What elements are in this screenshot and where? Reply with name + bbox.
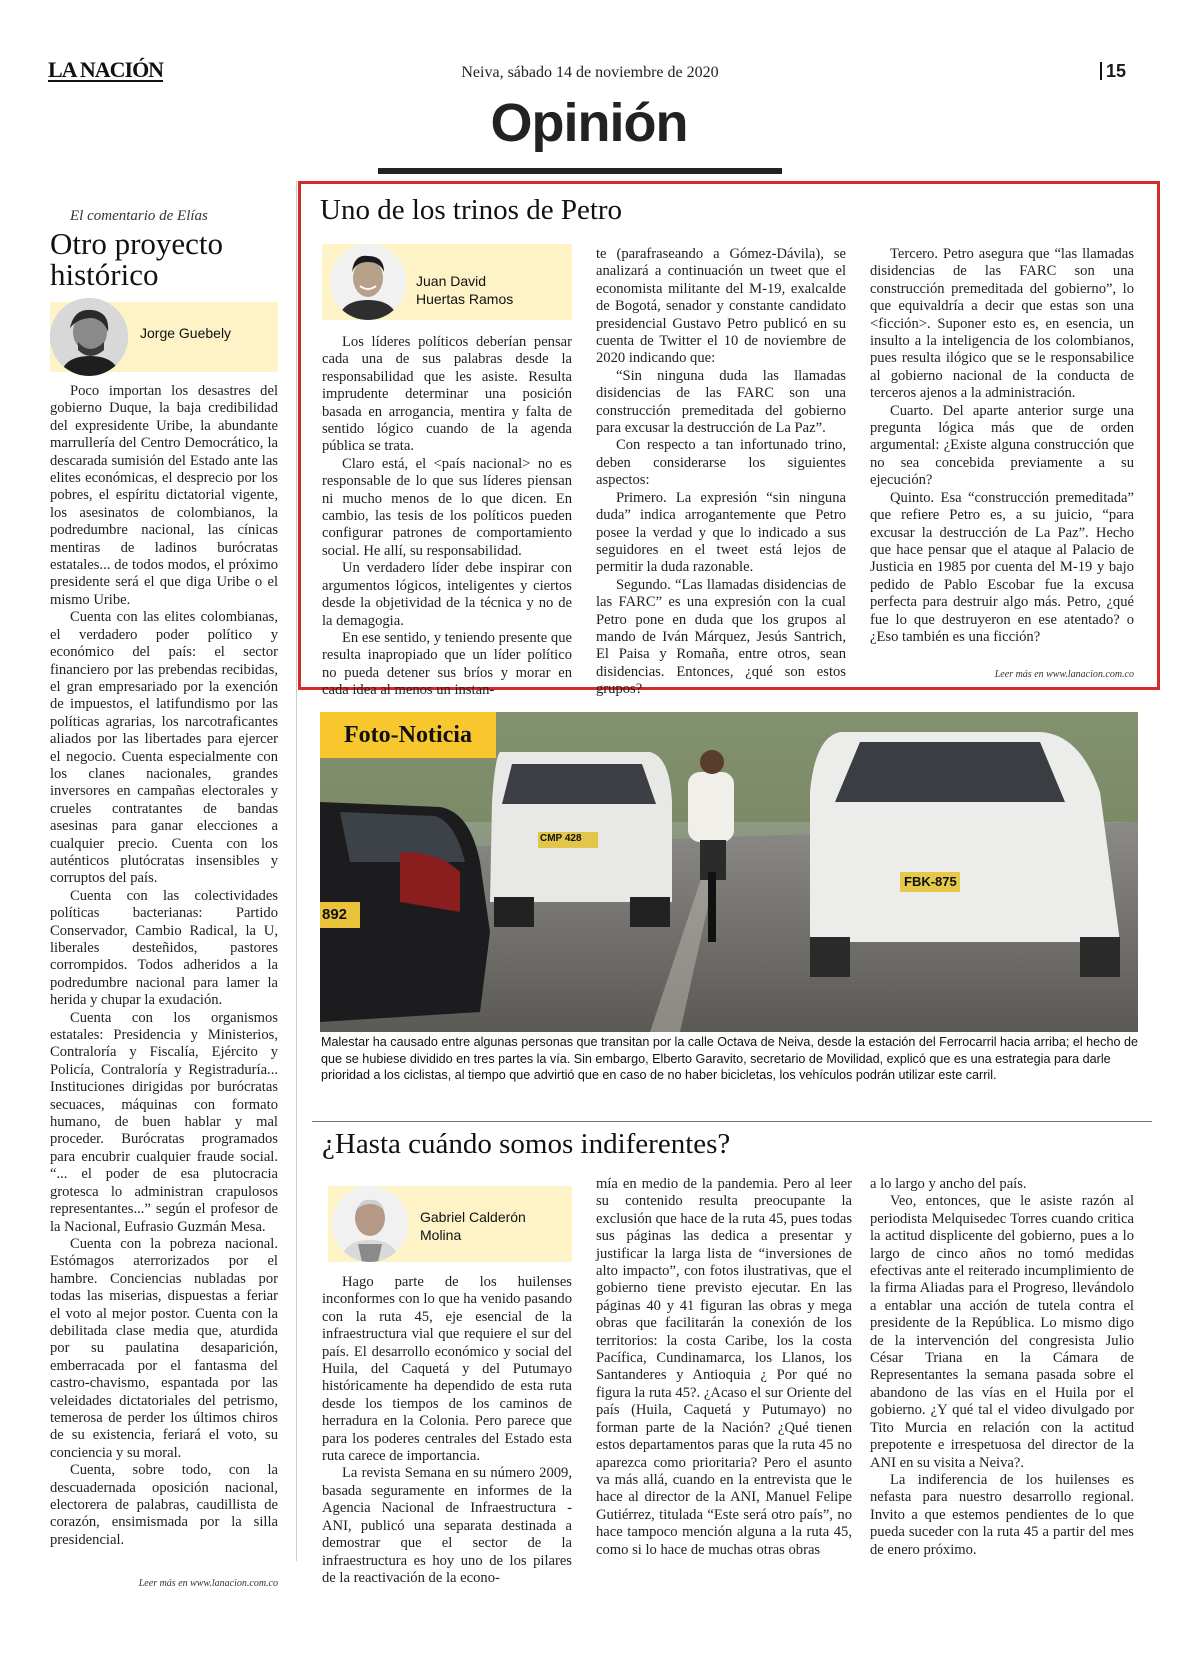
- license-plate-right: FBK-875: [904, 874, 957, 889]
- paragraph: Claro está, el <país nacional> no es responsable de lo que sus líderes piensan ni mucho menos de lo que dicen. En cambio, las tesis de los políticos pueden configurar patrones de comportamiento social. He allí, su responsabilidad.: [322, 455, 572, 559]
- left-author-name: Jorge Guebely: [140, 325, 232, 341]
- column-divider: [296, 181, 297, 1561]
- author-portrait-icon: [332, 1186, 408, 1262]
- paragraph: Tercero. Petro asegura que “las llamadas disidencias de las FARC son una construcción premeditada del gobierno”, lo que equivaldría a decir que estas son una <ficción>. Suponer esto es, en esencia, un insulto a la inteligencia de los colombianos, pues resulta ilógico que se le responsabilice al gobierno nacional de la conducta de terceros ajenos a la administración.: [870, 246, 1134, 402]
- author-portrait-icon: [330, 244, 406, 320]
- paragraph: Poco importan los desastres del gobierno Duque, la baja credibilidad del expresidente Uribe, la abundante marrullería del Centro Democrático, la descarada sumisión del Estado ante las elites económicas, el desprecio por los pobres, el espíritu dictatorial vigente, los asesinatos de colombianos, la podredumbre nacional, las cínicas mentiras de ladinos burócratas estatales... de todos modos, el próximo presidente será el que diga Uribe o el mismo Uribe.: [50, 383, 278, 608]
- article1-author-line2: Huertas Ramos: [416, 291, 514, 307]
- article-title: ¿Hasta cuándo somos indiferentes?: [322, 1128, 731, 1160]
- photo-caption: Malestar ha causado entre algunas personas que transitan por la calle Octava de Neiva, desde la estación del Ferrocarril hacia arriba; el hecho de que se hubiese dividido en tres partes la vía. Sin embargo, Elberto Garavito, secretario de Movilidad, explicó que es una estrategia para darle prioridad a los ciclistas, al tiempo que advirtió que en caso de no haber bicicletas, los vehículos podrán utilizar este carril.: [321, 1035, 1138, 1083]
- paragraph: mía en medio de la pandemia. Pero al leer su contenido resulta preocupante la exclusión que hace de la ruta 45, pues todas sus páginas las dedica a presentar y justificar la larga lista de “inversiones de alto impacto”, con fotos ilustrativas, que el gobierno tiene previsto ejecutar. En las páginas 40 y 41 figuran las obras y mega obras que facilitarán la conexión de los territorios: la costa Caribe, los la costa Pacífica, Cundinamarca, los Llanos, los Santanderes y Antioquia ¿ Por qué no figura la ruta 45?. ¿Acaso el sur Oriente del país (Huila, Caquetá y Putumayo) no forman parte de la Nación? ¿Qué tienen estos departamentos paras que la ruta 45 no aparezca como prioritaria? Pero el asunto va más allá, cuando en la entrevista que le hace al director de la ANI, Manuel Felipe Gutiérrez, titulada “Este será otro país”, no hace tampoco mención alguna a la ruta 45, como si lo hace de muchas otras obras: [596, 1176, 852, 1558]
- paragraph: Primero. La expresión “sin ninguna duda” indica arrogantemente que Petro posee la verdad y que lo indicado a sus seguidores en el tweet está lejos de permitir la duda razonable.: [596, 489, 846, 576]
- paragraph: te (parafraseando a Gómez-Dávila), se analizará a continuación un tweet que el economista militante del M-19, exalcalde de Bogotá, senador y constante candidato presidencial Gustavo Petro publicó en su cuenta de Twitter el 10 de noviembre de 2020 indicando que:: [596, 246, 846, 367]
- paragraph: Cuarto. Del aparte anterior surge una pregunta lógica más que de orden argumental: ¿Existe alguna construcción que no sea concebida previamente a su ejecución?: [870, 402, 1134, 489]
- left-author-box: [50, 302, 278, 372]
- paragraph: En ese sentido, y teniendo presente que resulta inapropiado que un líder político no pueda detener sus bríos y morar en cada idea al menos un instan-: [322, 629, 572, 699]
- article-title: Uno de los trinos de Petro: [320, 194, 623, 226]
- paragraph: a lo largo y ancho del país.: [870, 1176, 1027, 1192]
- news-photo: [320, 712, 1138, 1032]
- left-article-title: Otro proyecto histórico: [50, 226, 224, 292]
- paragraph: Cuenta con la pobreza nacional. Estómagos aterrorizados por el hambre. Conciencias nubladas por todas las miserias, dispuestas a feriar el voto al mejor postor. Cuenta con la debilitada clase media que, aturdida por su paulatina desaparición, emberracada por el fantasma del castro-chavismo, espantada por las veleidades dictatoriales del petrismo, temerosa de perder los últimos chiros de su existencia, feriará el voto, su conciencia y su moral.: [50, 1235, 278, 1461]
- newspaper-logo: LA NACIÓN: [48, 57, 164, 82]
- article2-column-2: [596, 1176, 852, 1559]
- paragraph: Cuenta con los organismos estatales: Presidencia y Ministerios, Contraloría y Fiscalía, Ejército y Policía, Contraloría y Registraduría... Instituciones dirigidas por burócratas secuaces, máquinas con formato humano, de buen hablar y mal proceder. Burócratas programados para encubrir cualquier fraude social. “... el poder de esa plutocracia grotesca lo administran crapulosos representantes...” según el profesor de la Nacional, Eufrasio Guzmán Mesa.: [50, 1009, 278, 1235]
- article2-author-line1: Gabriel Calderón: [420, 1209, 526, 1225]
- section-rule: [378, 168, 782, 174]
- paragraph: “Sin ninguna duda las llamadas disidencias de las FARC son una construcción premeditada del gobierno para excusar la destrucción de La Paz”.: [596, 367, 846, 437]
- article1-column-2: [596, 246, 846, 699]
- article1-column-3: [870, 246, 1134, 646]
- read-more-link[interactable]: Leer más en www.lanacion.com.co: [994, 669, 1134, 680]
- photo-news-label: Foto-Noticia: [320, 712, 496, 758]
- paragraph: Con respecto a tan infortunado trino, deben considerarse los siguientes aspectos:: [596, 437, 846, 489]
- article2-column-1: [322, 1274, 572, 1587]
- page-number: 15: [1100, 62, 1126, 80]
- dateline: Neiva, sábado 14 de noviembre de 2020: [461, 64, 719, 81]
- paragraph: Veo, entonces, que le asiste razón al periodista Melquisedec Torres cuando critica la actitud displicente del gobierno, pues a lo largo de cinco años no tomó medidas efectivas ante el reiterado incumplimiento de la firma Aliadas para el Progreso, llevándolo a entablar una acción de tutela contra el presidente de la República. Lo mismo digo de la intervención del congresista Julio César Triana en la Cámara de Representantes la semana pasada sobre el abandono de las vías en el Huila por el gobierno. ¿Y qué tal el video divulgado por Tito Murcia en relación con la actitud prepotente e irrespetuosa del director de la ANI en su visita a Neiva?.: [870, 1193, 1134, 1471]
- section-divider: [312, 1121, 1152, 1122]
- license-plate-left: 892: [322, 906, 348, 923]
- article1-column-1: [322, 334, 572, 700]
- paragraph: La revista Semana en su número 2009, basada seguramente en informes de la Agencia Nacional de Infraestructura - ANI, publicó una separata destinada a demostrar que el sector de la infraestructura es hoy uno de los pilares de la reactivación de la econo-: [322, 1465, 572, 1586]
- column-kicker: El comentario de Elías: [70, 208, 208, 224]
- article2-author-line2: Molina: [420, 1227, 462, 1243]
- paragraph: Cuenta con las colectividades políticas bacterianas: Partido Conservador, Cambio Radical, la U, liberales desteñidos, pastores corrompidos. Todos adheridos a la podredumbre nacional para lamer la herida y chupar la exudación.: [50, 887, 278, 1009]
- paragraph: Cuenta con las elites colombianas, el verdadero poder político y económico del país: el sector financiero por las prebendas recibidas, el gran empresariado por la exención de impuestos, el latifundismo por las políticas agrarias, los narcotraficantes aliados por las libertades para ejercer el negocio. Cuenta especialmente con los clanes nacionales, grandes inversores en campañas electorales y crueles contratantes de bandas asesinas para ganar elecciones a cualquier precio. Cuenta con los auténticos plutócratas insensibles y corruptos del país.: [50, 609, 278, 887]
- paragraph: Segundo. “Las llamadas disidencias de las FARC” es una expresión con la cual Petro pone en duda que los grupos al mando de Iván Márquez, Jesús Santrich, El Paisa y Romaña, entre otros, sean disidencias. Entonces, ¿qué son estos grupos?: [596, 576, 846, 698]
- paragraph: Los líderes políticos deberían pensar cada una de sus palabras desde la responsabilidad que les asiste. Resulta imprudente determinar una posición basada en arrogancia, mentira y falta de sentido lógico cuando de la agenda pública se trata.: [322, 334, 572, 455]
- paragraph: Quinto. Esa “construcción premeditada” que refiere Petro es, a su juicio, “para excusar la destrucción de La Paz”. Hecho que hace pensar que el ataque al Palacio de Justicia en 1985 por cuenta del M-19 y bajo pedido de Pablo Escobar fue la excusa perfecta para destruir algo más. Petro, ¿qué fue lo que destruyeron en ese atentado? o ¿Eso también es una ficción?: [870, 489, 1134, 645]
- paragraph: Hago parte de los huilenses inconformes con lo que ha venido pasando con la ruta 45, eje esencial de la infraestructura vial que requiere el sur del país. El desarrollo económico y social del Huila, del Caquetá y del Putumayo históricamente ha dependido de esta ruta desde los tiempos de los caminos de herradura en la Colonia. Pero parece que para los poderes centrales del Estado esta ruta carece de importancia.: [322, 1274, 572, 1465]
- license-plate-center: CMP 428: [540, 833, 582, 844]
- paragraph: La indiferencia de los huilenses es nefasta para nuestro desarrollo regional. Invito a que estemos pendientes de lo que pueda suceder con la ruta 45 a partir del mes de enero próximo.: [870, 1471, 1134, 1558]
- paragraph: Un verdadero líder debe inspirar con argumentos lógicos, inteligentes y ciertos desde la objetividad de la técnica y no de la demagogia.: [322, 560, 572, 629]
- article1-author-box: [322, 244, 572, 320]
- left-article-body: [50, 383, 278, 1549]
- paragraph: Cuenta, sobre todo, con la descuadernada oposición nacional, electorera de palabras, caudillista de corazón, ensimismada por la silla presidencial.: [50, 1462, 278, 1548]
- read-more-link[interactable]: Leer más en www.lanacion.com.co: [138, 1578, 278, 1589]
- article1-author-line1: Juan David: [416, 273, 487, 289]
- article2-author-box: [328, 1186, 572, 1262]
- section-title: Opinión: [490, 93, 688, 153]
- article2-column-3: [870, 1176, 1134, 1559]
- author-portrait-icon: [50, 298, 128, 376]
